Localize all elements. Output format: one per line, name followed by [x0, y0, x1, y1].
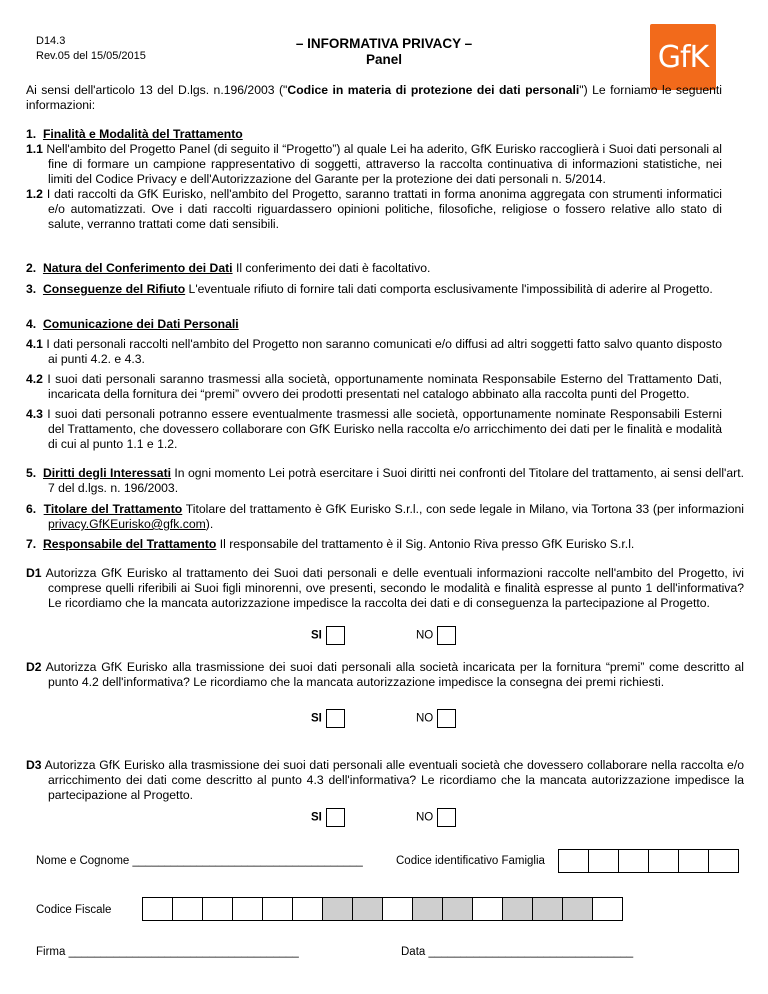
section-title: Finalità e Modalità del Trattamento [42, 127, 243, 141]
question-d1 [26, 566, 744, 611]
paragraph-4-1 [26, 337, 722, 367]
cf-cell[interactable] [203, 898, 233, 920]
data-field[interactable]: Data ________________________________ [401, 946, 634, 958]
si-label: SI [311, 629, 322, 642]
section-6 [26, 502, 744, 532]
subtitle-line: Panel [365, 52, 403, 67]
section-num: 6. [26, 502, 37, 516]
section-num: 4. [26, 317, 37, 331]
d3-si-checkbox[interactable] [326, 808, 345, 827]
d2-si-option [311, 709, 345, 728]
no-label: NO [416, 629, 434, 642]
cf-cell[interactable] [323, 898, 353, 920]
code-cell[interactable] [559, 850, 589, 872]
code-cell[interactable] [589, 850, 619, 872]
d3-si-option [311, 808, 345, 827]
cf-cell[interactable] [473, 898, 503, 920]
code-cell[interactable] [649, 850, 679, 872]
cf-cell[interactable] [593, 898, 622, 920]
section-num: 2. [26, 261, 37, 275]
section-text: Titolare del trattamento è GfK Eurisko S.r.l., con sede legale in Milano, via Tortona 33 (per informazioni [182, 502, 744, 516]
question-d2 [26, 660, 744, 690]
section-text: Il conferimento dei dati è facoltativo. [232, 261, 431, 275]
cf-cell[interactable] [353, 898, 383, 920]
section-3 [26, 282, 744, 297]
question-num: D3 [26, 758, 42, 772]
section-title: Natura del Conferimento dei Dati [42, 261, 233, 275]
paragraph-4-2 [26, 372, 722, 402]
codice-fiscale-grid[interactable] [142, 897, 623, 921]
firma-field[interactable]: Firma ____________________________________ [36, 946, 299, 958]
d3-no-option [416, 808, 456, 827]
section-title: Titolare del Trattamento [43, 502, 183, 516]
si-label: SI [311, 811, 322, 824]
para-num: 4.3 [26, 407, 43, 421]
section-num: 5. [26, 466, 37, 480]
para-text: Nell'ambito del Progetto Panel (di seguito il “Progetto”) al quale Lei ha aderito, GfK Eurisko raccoglierà i Suoi dati personali al fine di formare un campione rappresentativo di soggetti, attraverso la raccolta continuativa di informazioni statistiche, nei limiti del Codice Privacy e dell'Autorizzazione del Garante per la protezione dei dati personali n. 5/2014. [46, 142, 722, 186]
section-num: 1. [26, 127, 37, 141]
d1-no-checkbox[interactable] [437, 626, 456, 645]
document-revision: Rev.05 del 15/05/2015 [36, 50, 146, 62]
codice-famiglia-label: Codice identificativo Famiglia [396, 855, 545, 867]
section-text: In ogni momento Lei potrà esercitare i Suoi diritti nei confronti del Titolare del trattamento, ai sensi dell'art. 7 del d.lgs. n. 196/2003. [48, 466, 744, 495]
section-num: 3. [26, 282, 37, 296]
section-text: Il responsabile del trattamento è il Sig. Antonio Riva presso GfK Eurisko S.r.l. [216, 537, 635, 551]
no-label: NO [416, 811, 434, 824]
paragraph-1-2 [26, 187, 722, 232]
d1-no-option [416, 626, 456, 645]
d2-no-option [416, 709, 456, 728]
cf-cell[interactable] [263, 898, 293, 920]
cf-cell[interactable] [503, 898, 533, 920]
section-text: L'eventuale rifiuto di fornire tali dati comporta esclusivamente l'impossibilità di aderire al Progetto. [185, 282, 713, 296]
title-line: – INFORMATIVA PRIVACY – [295, 36, 473, 51]
question-text: Autorizza GfK Eurisko alla trasmissione dei suoi dati personali alla società incaricata per la fornitura “premi” come descritto al punto 4.2 dell'informativa? Le ricordiamo che la mancata autorizzazione impedisce la consegna dei premi richiesti. [41, 660, 744, 689]
d1-si-checkbox[interactable] [326, 626, 345, 645]
intro-post: ") Le forniamo le seguenti informazioni: [26, 83, 723, 112]
question-num: D1 [26, 566, 42, 580]
section-7 [26, 537, 722, 552]
para-text: I suoi dati personali saranno trasmessi alla società, opportunamente nominata Responsabile Esterno del Trattamento Dati, incaricata della fornitura dei “premi” ovvero dei prodotti presentati nel catalogo abbinato alla raccolta punti del Progetto. [47, 372, 722, 401]
si-label: SI [311, 712, 322, 725]
para-num: 1.2 [26, 187, 43, 201]
no-label: NO [416, 712, 434, 725]
section-4 [26, 317, 722, 452]
section-title: Comunicazione dei Dati Personali [42, 317, 239, 331]
para-text: I suoi dati personali potranno essere eventualmente trasmessi alle società, opportunamente nominate Responsabili Esterni del Trattamento, che dovessero collaborare con GfK Eurisko nella raccolta e/o arricchimento dei dati per le finalità e modalità di cui al punto 1.1 e 1.2. [47, 407, 722, 451]
code-cell[interactable] [679, 850, 709, 872]
codice-fiscale-label: Codice Fiscale [36, 904, 112, 916]
cf-cell[interactable] [233, 898, 263, 920]
paragraph-1-1 [26, 142, 722, 187]
question-num: D2 [26, 660, 42, 674]
paragraph-4-3 [26, 407, 722, 452]
para-num: 4.1 [26, 337, 43, 351]
document-code: D14.3 [36, 35, 66, 47]
section-title: Conseguenze del Rifiuto [42, 282, 186, 296]
section-2 [26, 261, 722, 276]
intro-paragraph [26, 83, 722, 113]
cf-cell[interactable] [563, 898, 593, 920]
para-num: 4.2 [26, 372, 43, 386]
intro-pre: Ai sensi dell'articolo 13 del D.lgs. n.196/2003 (" [26, 83, 288, 97]
cf-cell[interactable] [143, 898, 173, 920]
section-1-heading [26, 127, 722, 142]
section-1 [26, 127, 722, 232]
section-title: Diritti degli Interessati [42, 466, 172, 480]
gfk-logo: GfK [650, 24, 716, 90]
d2-si-checkbox[interactable] [326, 709, 345, 728]
cf-cell[interactable] [533, 898, 563, 920]
cf-cell[interactable] [383, 898, 413, 920]
nome-cognome-field[interactable]: Nome e Cognome ____________________________________ [36, 855, 363, 867]
section-4-heading [26, 317, 722, 332]
section-tail: ). [205, 517, 214, 531]
para-text: I dati raccolti da GfK Eurisko, nell'ambito del Progetto, saranno trattati in forma anonima aggregata con strumenti informatici e/o automatizzati. Ove i dati raccolti riguardassero opinioni politiche, filosofiche, religiose o fossero relative allo stato di salute, verranno trattati come dati sensibili. [46, 187, 722, 231]
question-d3 [26, 758, 744, 803]
d2-no-checkbox[interactable] [437, 709, 456, 728]
d3-no-checkbox[interactable] [437, 808, 456, 827]
privacy-email-link[interactable]: privacy.GfKEurisko@gfk.com [48, 517, 206, 531]
section-num: 7. [26, 537, 37, 551]
code-cell[interactable] [619, 850, 649, 872]
cf-cell[interactable] [413, 898, 443, 920]
intro-bold: Codice in materia di protezione dei dati personali [287, 83, 580, 97]
section-5 [26, 466, 744, 496]
para-text: I dati personali raccolti nell'ambito del Progetto non saranno comunicati e/o diffusi ad altri soggetti fatto salvo quanto disposto ai punti 4.2. e 4.3. [46, 337, 722, 366]
cf-cell[interactable] [443, 898, 473, 920]
question-text: Autorizza GfK Eurisko alla trasmissione dei suoi dati personali alle eventuali società che dovessero collaborare nella raccolta e/o arricchimento dei dati come descritto al punto 4.3 dell'informativa? Le ricordiamo che la mancata autorizzazione impedisce la partecipazione al Progetto. [41, 758, 744, 802]
para-num: 1.1 [26, 142, 43, 156]
cf-cell[interactable] [173, 898, 203, 920]
section-title: Responsabile del Trattamento [42, 537, 217, 551]
cf-cell[interactable] [293, 898, 323, 920]
codice-famiglia-grid[interactable] [558, 849, 739, 873]
d1-si-option [311, 626, 345, 645]
code-cell[interactable] [709, 850, 738, 872]
question-text: Autorizza GfK Eurisko al trattamento dei Suoi dati personali e delle eventuali informazioni raccolte nell'ambito del Progetto, ivi comprese quelli riferibili ai Suoi figli minorenni, ove presenti, secondo le modalità e finalità espresse al punto 1 dell'informativa? Le ricordiamo che la mancata autorizzazione impedisce la raccolta dei dati e di conseguenza la partecipazione al Progetto. [41, 566, 744, 610]
